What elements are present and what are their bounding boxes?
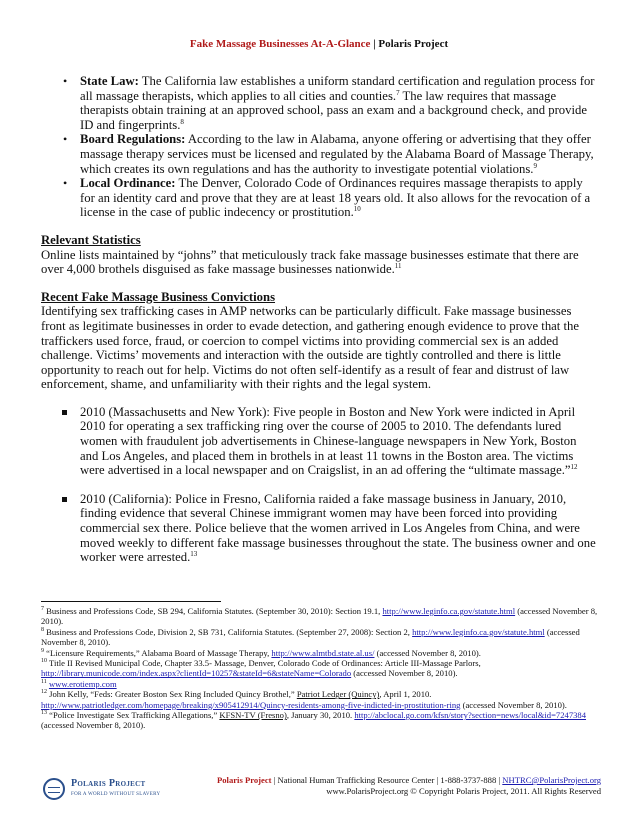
footnote-ref: 8 — [180, 117, 184, 126]
law-item-board — [41, 132, 597, 176]
footnote-text: “Licensure Requirements,” Alabama Board of Massage Therapy, — [44, 647, 272, 658]
bullet-icon: • — [63, 74, 68, 88]
footer-line-1 — [181, 775, 601, 786]
convictions-section — [41, 290, 597, 565]
footnote-text: , January 30, 2010. — [286, 710, 355, 721]
globe-logo-icon — [43, 778, 65, 800]
conviction-item — [41, 492, 597, 565]
statistics-text: Online lists maintained by “johns” that meticulously track fake massage businesses estimate that there are over 4,000 brothels disguised as fake massage businesses nationwide. — [41, 247, 579, 277]
header-title: Fake Massage Businesses At-A-Glance — [189, 38, 371, 50]
law-text: According to the law in Alabama, anyone offering or advertising that they offer massage therapy services must be licensed and regulated by the Alabama Board of Massage Therapy, which creates its own regulations and has the authority to investigate potential violations. — [80, 132, 594, 176]
statistics-title: Relevant Statistics — [41, 232, 141, 247]
law-label: Board Regulations: — [80, 132, 186, 147]
document-body — [41, 74, 597, 579]
footnote-divider — [41, 601, 221, 602]
footnote-number: 9 — [41, 647, 44, 654]
footnote-text: “Police Investigate Sex Trafficking Allegations,” — [47, 710, 220, 721]
footnote-10 — [41, 658, 601, 679]
footnote-text: (accessed November 8, 2010). — [351, 668, 458, 679]
header-separator: | — [373, 38, 376, 50]
conviction-text: 2010 (California): Police in Fresno, California raided a fake massage business in January, 2010, finding evidence that several Chinese immigrant women may have been forced into providing commercial sex there. Police believe that the women arrived in Los Angeles from China, and were moved weekly to different fake massage businesses throughout the state. The business owner and one worker were arrested. — [80, 491, 596, 565]
footnote-number: 8 — [41, 626, 44, 633]
footnote-number: 7 — [41, 606, 44, 613]
footnote-link[interactable]: http://library.municode.com/index.aspx?clientId=10257&stateId=6&stateName=Colorado — [41, 668, 352, 679]
footnote-link[interactable]: http://www.leginfo.ca.gov/statute.html — [412, 626, 545, 637]
footnote-link[interactable]: http://www.leginfo.ca.gov/statute.html — [382, 606, 516, 616]
page-footer — [41, 775, 601, 805]
footnote-text: , April 1, 2010. — [379, 689, 432, 700]
footer-org: Polaris Project — [217, 775, 272, 785]
footnote-link[interactable]: http://www.patriotledger.com/homepage/breaking/x905412914/Quincy-residents-among-five-indicted-in-prostitution-ring — [41, 699, 461, 710]
bullet-icon: • — [63, 176, 68, 191]
header-org: Polaris Project — [378, 38, 449, 50]
footnote-ref: 13 — [190, 549, 198, 558]
square-bullet-icon — [62, 410, 67, 415]
footnote-number: 11 — [41, 678, 47, 685]
footnote-text: John Kelly, “Feds: Greater Boston Sex Ring Included Quincy Brothel,” — [47, 689, 297, 700]
footnote-text: Business and Professions Code, Division 2, SB 731, California Statutes. (September 27, 2008): Section 2, — [44, 626, 413, 637]
statistics-section — [41, 233, 597, 277]
footnote-ref: 9 — [533, 161, 537, 170]
convictions-title: Recent Fake Massage Business Convictions — [41, 289, 276, 304]
footnote-8 — [41, 627, 601, 648]
footer-line-2: www.PolarisProject.org © Copyright Polaris Project, 2011. All Rights Reserved — [326, 786, 601, 796]
logo-tagline: FOR A WORLD WITHOUT SLAVERY — [71, 792, 161, 797]
page-header — [0, 38, 638, 50]
convictions-intro: Identifying sex trafficking cases in AMP networks can be particularly difficult. Fake massage businesses front as legitimate businesses in order to evade detection, and gathering enough evidence to prove that the traffickers used force, fraud, or coercion to compel victims into providing commercial sex is an added challenge. Victims’ movements and interaction with the outside are tightly controlled and there is little opportunity to reach out for help. Victims do not often self-identify as a result of fear and distrust of law enforcement, shame, and unfamiliarity with their rights and the legal system. — [41, 304, 579, 392]
footnote-link[interactable]: http://abclocal.go.com/kfsn/story?section=news/local&id=7247384 — [354, 710, 587, 721]
square-bullet-icon — [62, 497, 67, 502]
law-item-state — [41, 74, 597, 132]
law-label: State Law: — [80, 74, 139, 88]
footnote-text: (accessed November 8, 2010). — [460, 699, 567, 710]
footnote-text: Title II Revised Municipal Code, Chapter 33.5- Massage, Denver, Colorado Code of Ordinances: Article III-Massage Parlors, — [47, 658, 481, 669]
footnote-link[interactable]: www.erotiemp.com — [48, 678, 117, 689]
footer-email-link[interactable]: NHTRC@PolarisProject.org — [502, 775, 601, 785]
statistics-text-block — [41, 248, 597, 277]
law-label: Local Ordinance: — [80, 176, 176, 191]
footnote-ref: 12 — [570, 463, 578, 472]
footnote-number: 10 — [41, 658, 47, 665]
law-text: The California law establishes a uniform standard certification and regulation process for all massage therapists, which applies to all cities and counties. — [80, 74, 595, 103]
conviction-item — [41, 405, 597, 478]
footnote-12 — [41, 689, 601, 710]
footer-contact: | National Human Trafficking Resource Center | 1-888-3737-888 | — [271, 775, 503, 785]
footnotes — [41, 606, 601, 731]
law-text-continued: The law requires that massage therapists obtain training at an approved school, pass an exam and a background check, and provide ID and fingerprints. — [80, 88, 587, 132]
footnote-number: 12 — [41, 689, 47, 696]
law-item-local — [41, 176, 597, 220]
footnote-ref: 7 — [396, 88, 400, 97]
law-text: The Denver, Colorado Code of Ordinances requires massage therapists to apply for an identity card and prove that they are at least 18 years old. It also allows for the revocation of a license in the case of public indecency or prostitution. — [80, 176, 591, 220]
footnote-ref: 10 — [353, 205, 361, 214]
footnote-text: (accessed November 8, 2010). — [374, 647, 481, 658]
footnote-11 — [41, 679, 601, 689]
bullet-icon: • — [63, 132, 68, 147]
footnote-source: KFSN-TV (Fresno) — [219, 710, 287, 721]
footnote-text: (accessed November 8, 2010). — [41, 720, 146, 731]
polaris-logo — [41, 775, 191, 805]
footer-text — [181, 775, 601, 797]
logo-name: Polaris Project — [71, 778, 146, 789]
convictions-list — [41, 405, 597, 565]
law-list — [41, 74, 597, 220]
footnote-9 — [41, 648, 601, 658]
footnote-text: Business and Professions Code, SB 294, California Statutes. (September 30, 2010): Section 19.1, — [44, 606, 383, 616]
footnote-source: Patriot Ledger (Quincy) — [296, 689, 380, 700]
footnote-link[interactable]: http://www.almtbd.state.al.us/ — [271, 647, 375, 658]
footnote-13 — [41, 710, 601, 731]
footnote-number: 13 — [41, 710, 47, 717]
footnote-text: (accessed November 8, 2010). — [41, 626, 580, 648]
conviction-text: 2010 (Massachusetts and New York): Five people in Boston and New York were indicted in April 2010 for operating a sex trafficking ring over the course of 2005 to 2010. The defendants lured women with fraudulent job advertisements in Chinese-language newspapers in New York, Boston and Los Angeles, and placed them in brothels in at least 11 towns in the Boston area. The victims were advertised in a local newspaper and on Craigslist, in an ad offering the “ultimate massage.” — [80, 404, 577, 478]
footnote-7 — [41, 606, 601, 627]
footnote-text: (accessed November 8, 2010). — [41, 606, 598, 627]
footnote-ref: 11 — [394, 261, 402, 270]
